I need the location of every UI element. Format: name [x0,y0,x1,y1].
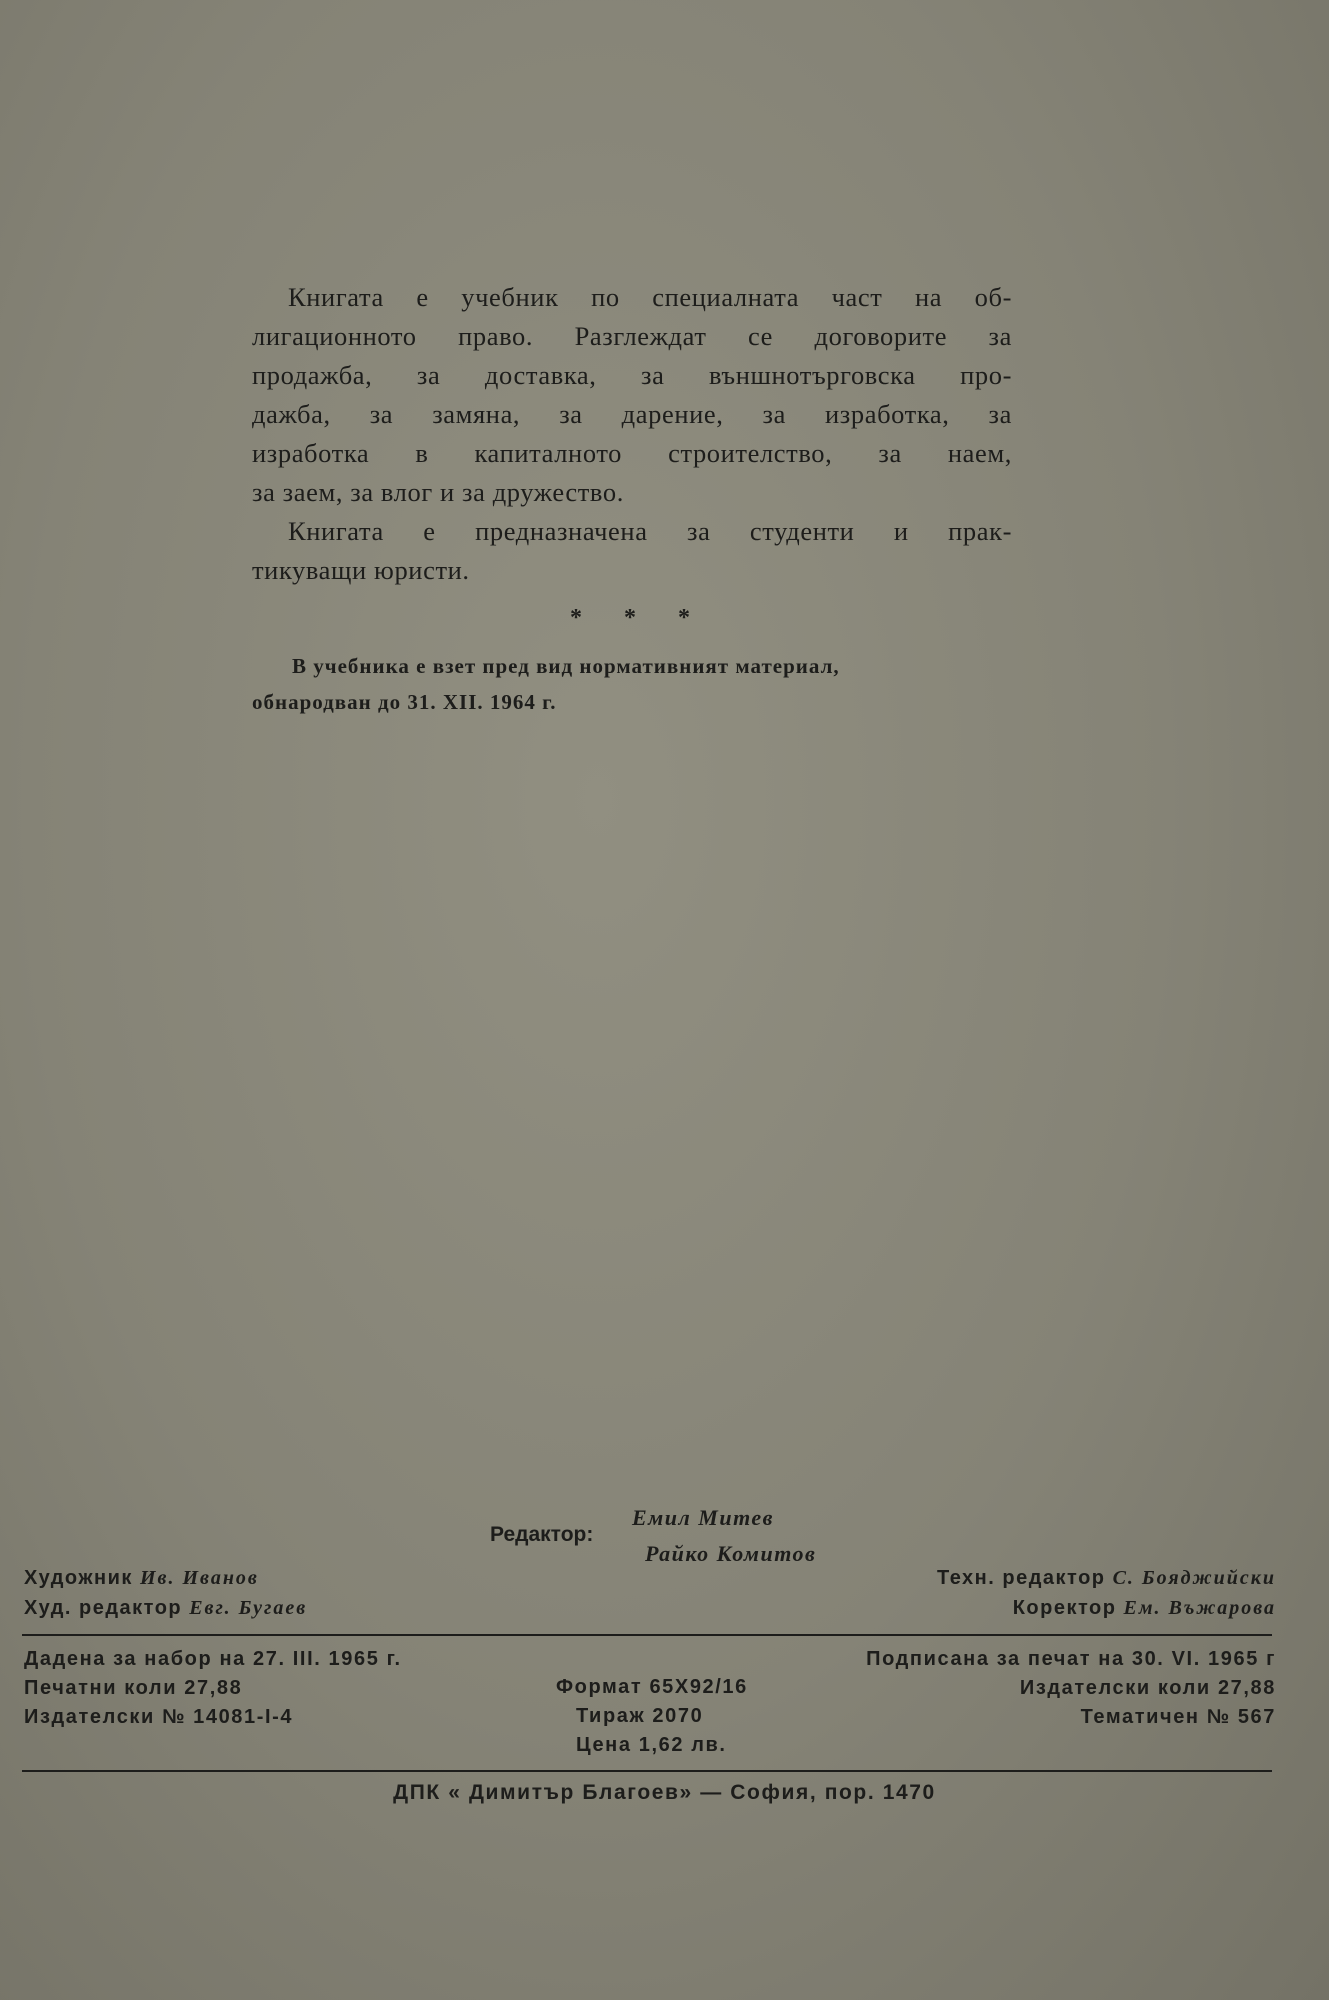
publisher-sheets: Издателски коли 27,88 [1019,1677,1276,1699]
editor-name-1: Емил Митев [632,1505,774,1530]
thematic-number: Тематичен № 567 [1080,1706,1276,1728]
tech-editor-name: С. Бояджийски [1112,1567,1276,1589]
art-editor-name: Евг. Бугаев [189,1597,308,1619]
credits-row-2 [24,1597,1276,1620]
print-sheets: Печатни коли 27,88 [24,1677,243,1699]
text-line: за заем, за влог и за дружество. [252,477,624,507]
divider-top [22,1634,1272,1636]
text-line: лигационното право. Разглеждат се договорите за [252,321,1012,351]
text-line: тикуващи юристи. [252,555,470,585]
typeset-date: Дадена за набор на 27. III. 1965 г. [24,1648,402,1670]
tech-editor-credit [937,1567,1276,1590]
price: Цена 1,62 лв. [576,1734,727,1756]
legal-material-note [252,648,1012,720]
imprint-left-column [24,1645,402,1732]
asterisk: * [570,605,582,631]
art-editor-label: Худ. редактор [24,1597,183,1619]
art-editor-credit [24,1597,307,1620]
text-line: изработка в капиталното строителство, за наем, [252,438,1012,468]
book-description [252,278,1012,590]
description-paragraph-1 [252,278,1012,512]
tech-editor-label: Техн. редактор [936,1567,1106,1589]
asterisk: * [624,605,636,631]
proofreader-name: Ем. Въжарова [1123,1597,1276,1619]
credits-row-1 [24,1567,1276,1590]
imprint-block [24,1645,1276,1765]
note-line-1: В учебника е взет пред вид нормативният материал, [292,654,840,678]
signed-for-print: Подписана за печат на 30. VI. 1965 г [866,1648,1276,1670]
asterisk: * [678,605,690,631]
editor-block [490,1505,890,1575]
print-run: Тираж 2070 [576,1705,704,1727]
artist-name: Ив. Иванов [139,1567,259,1589]
imprint-middle-column [556,1673,748,1760]
imprint-right-column [866,1645,1276,1732]
printer-line: ДПК « Димитър Благоев» — София, пор. 1470 [393,1781,936,1804]
artist-label: Художник [24,1567,133,1589]
artist-credit [24,1567,259,1590]
text-line: Книгата е учебник по специалната част на об- [288,282,1012,312]
asterisk-separator [570,605,690,632]
text-line: дажба, за замяна, за дарение, за изработка, за [252,399,1012,429]
description-paragraph-2 [252,512,1012,590]
note-line-2: обнародван до 31. XII. 1964 г. [252,690,557,714]
publisher-number: Издателски № 14081-I-4 [24,1706,294,1728]
text-line: продажба, за доставка, за външнотърговска про- [252,360,1012,390]
proofreader-credit [1013,1597,1276,1620]
editor-label: Редактор: [490,1523,594,1546]
divider-bottom [22,1770,1272,1772]
editor-name-2: Райко Комитов [645,1541,817,1566]
proofreader-label: Коректор [1012,1597,1117,1619]
format: Формат 65Х92/16 [556,1676,748,1698]
text-line: Книгата е предназначена за студенти и прак- [288,516,1012,546]
